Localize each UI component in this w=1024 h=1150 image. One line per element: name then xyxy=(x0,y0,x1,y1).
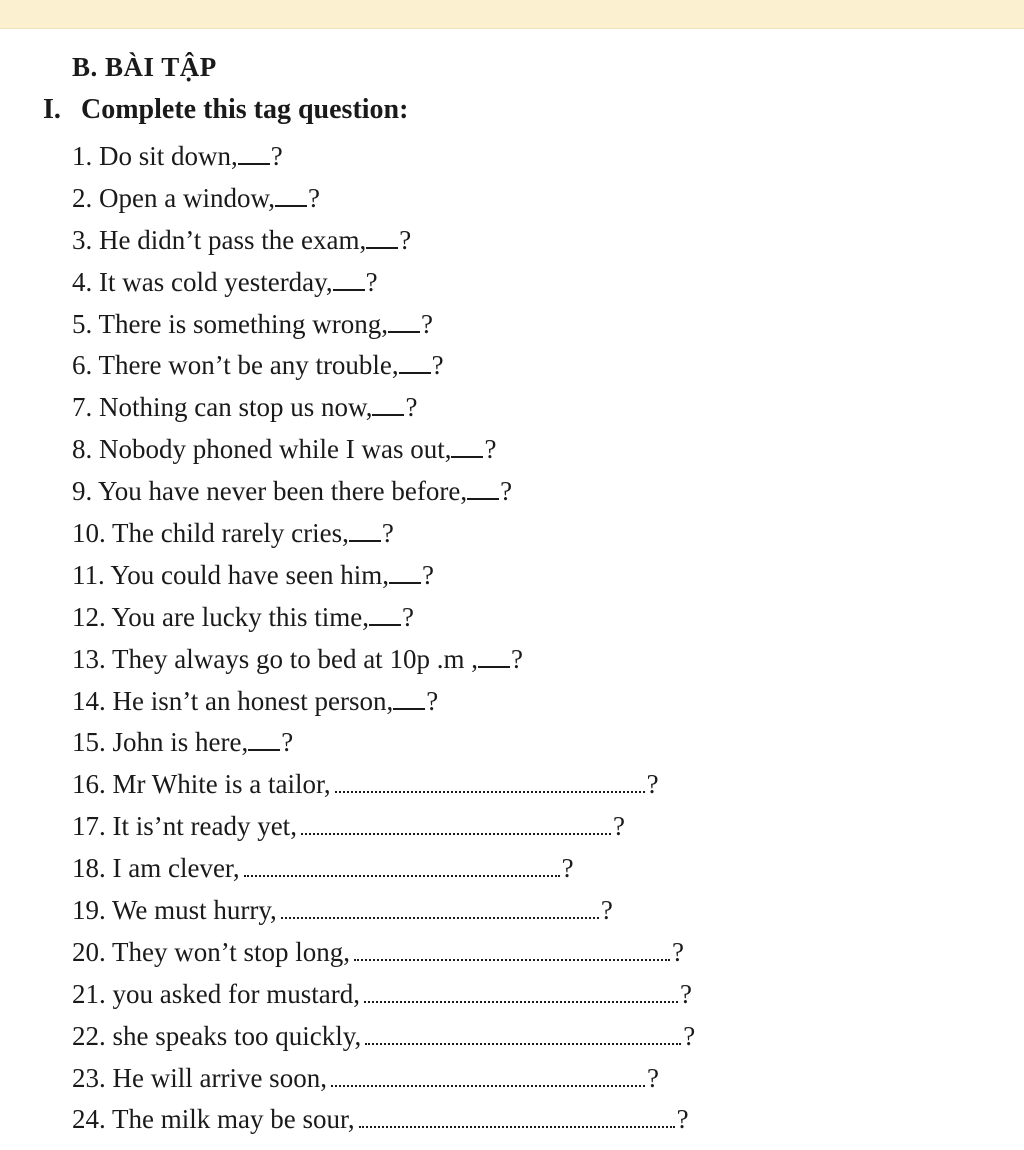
answer-blank xyxy=(467,478,499,500)
question-text: He isn’t an honest person, xyxy=(112,685,394,716)
answer-blank xyxy=(369,604,401,626)
document-page xyxy=(0,28,1024,1150)
answer-blank xyxy=(393,688,425,710)
question-text: There won’t be any trouble, xyxy=(98,350,399,381)
question-item xyxy=(72,681,695,723)
question-mark: ? xyxy=(676,1104,689,1135)
answer-blank xyxy=(388,311,420,333)
dotted-answer-line xyxy=(301,811,611,835)
question-number: 23. xyxy=(72,1062,106,1093)
question-number: 19. xyxy=(72,895,106,926)
question-number: 21. xyxy=(72,978,106,1009)
question-mark: ? xyxy=(281,727,294,758)
question-mark: ? xyxy=(561,853,574,884)
question-mark: ? xyxy=(420,308,433,339)
question-text: John is here, xyxy=(112,727,249,758)
dotted-answer-line xyxy=(365,1021,681,1045)
answer-blank xyxy=(349,520,381,542)
question-number: 12. xyxy=(72,601,106,632)
question-mark: ? xyxy=(679,978,692,1009)
question-text: It was cold yesterday, xyxy=(99,266,333,297)
answer-blank xyxy=(451,436,483,458)
question-mark: ? xyxy=(683,1020,696,1051)
question-text: You could have seen him, xyxy=(110,559,389,590)
question-mark: ? xyxy=(646,769,659,800)
question-mark: ? xyxy=(421,559,434,590)
question-text: I am clever, xyxy=(112,853,240,884)
question-number: 1. xyxy=(72,141,93,171)
question-mark: ? xyxy=(500,476,513,507)
question-item xyxy=(72,513,695,555)
exercise-heading-text: Complete this tag question: xyxy=(81,94,409,125)
question-mark: ? xyxy=(612,811,625,842)
question-text: you asked for mustard, xyxy=(112,978,360,1009)
question-item xyxy=(72,1016,695,1058)
question-text: The milk may be sour, xyxy=(112,1104,355,1135)
question-number: 18. xyxy=(72,853,106,884)
question-item xyxy=(72,639,695,681)
question-mark: ? xyxy=(270,141,283,171)
question-text: Do sit down, xyxy=(99,141,238,171)
question-text: Open a window, xyxy=(99,182,275,213)
answer-blank xyxy=(389,562,421,584)
question-number: 15. xyxy=(72,727,106,758)
question-text: You have never been there before, xyxy=(98,476,468,507)
question-number: 6. xyxy=(72,350,93,381)
question-number: 10. xyxy=(72,518,106,549)
question-text: He will arrive soon, xyxy=(112,1062,327,1093)
question-item xyxy=(72,764,695,806)
dotted-answer-line xyxy=(364,979,678,1003)
question-text: Nothing can stop us now, xyxy=(99,392,373,423)
dotted-answer-line xyxy=(331,1063,645,1087)
dotted-answer-line xyxy=(244,853,560,877)
question-mark: ? xyxy=(426,685,439,716)
question-item xyxy=(72,220,695,262)
question-number: 14. xyxy=(72,685,106,716)
exercise-heading xyxy=(43,94,408,126)
question-number: 7. xyxy=(72,392,93,423)
question-list xyxy=(72,136,695,1141)
question-mark: ? xyxy=(405,392,418,423)
question-item xyxy=(72,429,695,471)
question-mark: ? xyxy=(431,350,444,381)
question-item xyxy=(72,555,695,597)
question-text: The child rarely cries, xyxy=(112,518,349,549)
question-item xyxy=(72,1058,695,1100)
question-item xyxy=(72,178,695,220)
question-text: They won’t stop long, xyxy=(112,936,351,967)
question-mark: ? xyxy=(365,266,378,297)
question-number: 8. xyxy=(72,434,93,465)
question-item xyxy=(72,722,695,764)
question-number: 4. xyxy=(72,266,93,297)
question-mark: ? xyxy=(600,895,613,926)
question-mark: ? xyxy=(672,936,684,967)
exercise-number: I. xyxy=(43,94,61,125)
question-number: 20. xyxy=(72,936,106,967)
question-number: 22. xyxy=(72,1020,106,1051)
question-item xyxy=(72,932,695,974)
question-item xyxy=(72,262,695,304)
answer-blank xyxy=(333,269,365,291)
question-number: 3. xyxy=(72,224,93,255)
question-text: It is’nt ready yet, xyxy=(112,811,297,842)
question-number: 5. xyxy=(72,308,93,339)
question-number: 11. xyxy=(72,559,105,590)
question-text: Mr White is a tailor, xyxy=(112,769,331,800)
question-item xyxy=(72,304,695,346)
answer-blank xyxy=(372,394,404,416)
question-item xyxy=(72,806,695,848)
question-text: They always go to bed at 10p .m , xyxy=(112,643,478,674)
question-item xyxy=(72,597,695,639)
question-item xyxy=(72,974,695,1016)
question-item xyxy=(72,1099,695,1141)
question-mark: ? xyxy=(484,434,497,465)
question-mark: ? xyxy=(646,1062,659,1093)
question-text: Nobody phoned while I was out, xyxy=(99,434,452,465)
question-item xyxy=(72,890,695,932)
question-number: 17. xyxy=(72,811,106,842)
question-mark: ? xyxy=(307,182,320,213)
question-text: You are lucky this time, xyxy=(111,601,369,632)
question-item xyxy=(72,345,695,387)
question-mark: ? xyxy=(510,643,523,674)
question-mark: ? xyxy=(381,518,394,549)
dotted-answer-line xyxy=(335,769,645,793)
section-title: B. BÀI TẬP xyxy=(72,52,217,82)
question-number: 2. xyxy=(72,182,93,213)
question-mark: ? xyxy=(399,224,412,255)
question-item xyxy=(72,471,695,513)
dotted-answer-line xyxy=(354,937,670,961)
question-text: There is something wrong, xyxy=(98,308,388,339)
question-text: We must hurry, xyxy=(112,895,277,926)
question-text: He didn’t pass the exam, xyxy=(99,224,367,255)
question-number: 24. xyxy=(72,1104,106,1135)
answer-blank xyxy=(366,227,398,249)
answer-blank xyxy=(238,143,270,165)
question-number: 9. xyxy=(72,476,93,507)
answer-blank xyxy=(399,352,431,374)
question-item xyxy=(72,136,695,178)
question-text: she speaks too quickly, xyxy=(112,1020,362,1051)
answer-blank xyxy=(248,729,280,751)
question-item xyxy=(72,848,695,890)
question-mark: ? xyxy=(402,601,414,632)
question-item xyxy=(72,387,695,429)
question-number: 13. xyxy=(72,643,106,674)
question-number: 16. xyxy=(72,769,106,800)
dotted-answer-line xyxy=(281,895,599,919)
top-band xyxy=(0,0,1024,29)
answer-blank xyxy=(478,646,510,668)
answer-blank xyxy=(275,185,307,207)
dotted-answer-line xyxy=(359,1104,675,1128)
